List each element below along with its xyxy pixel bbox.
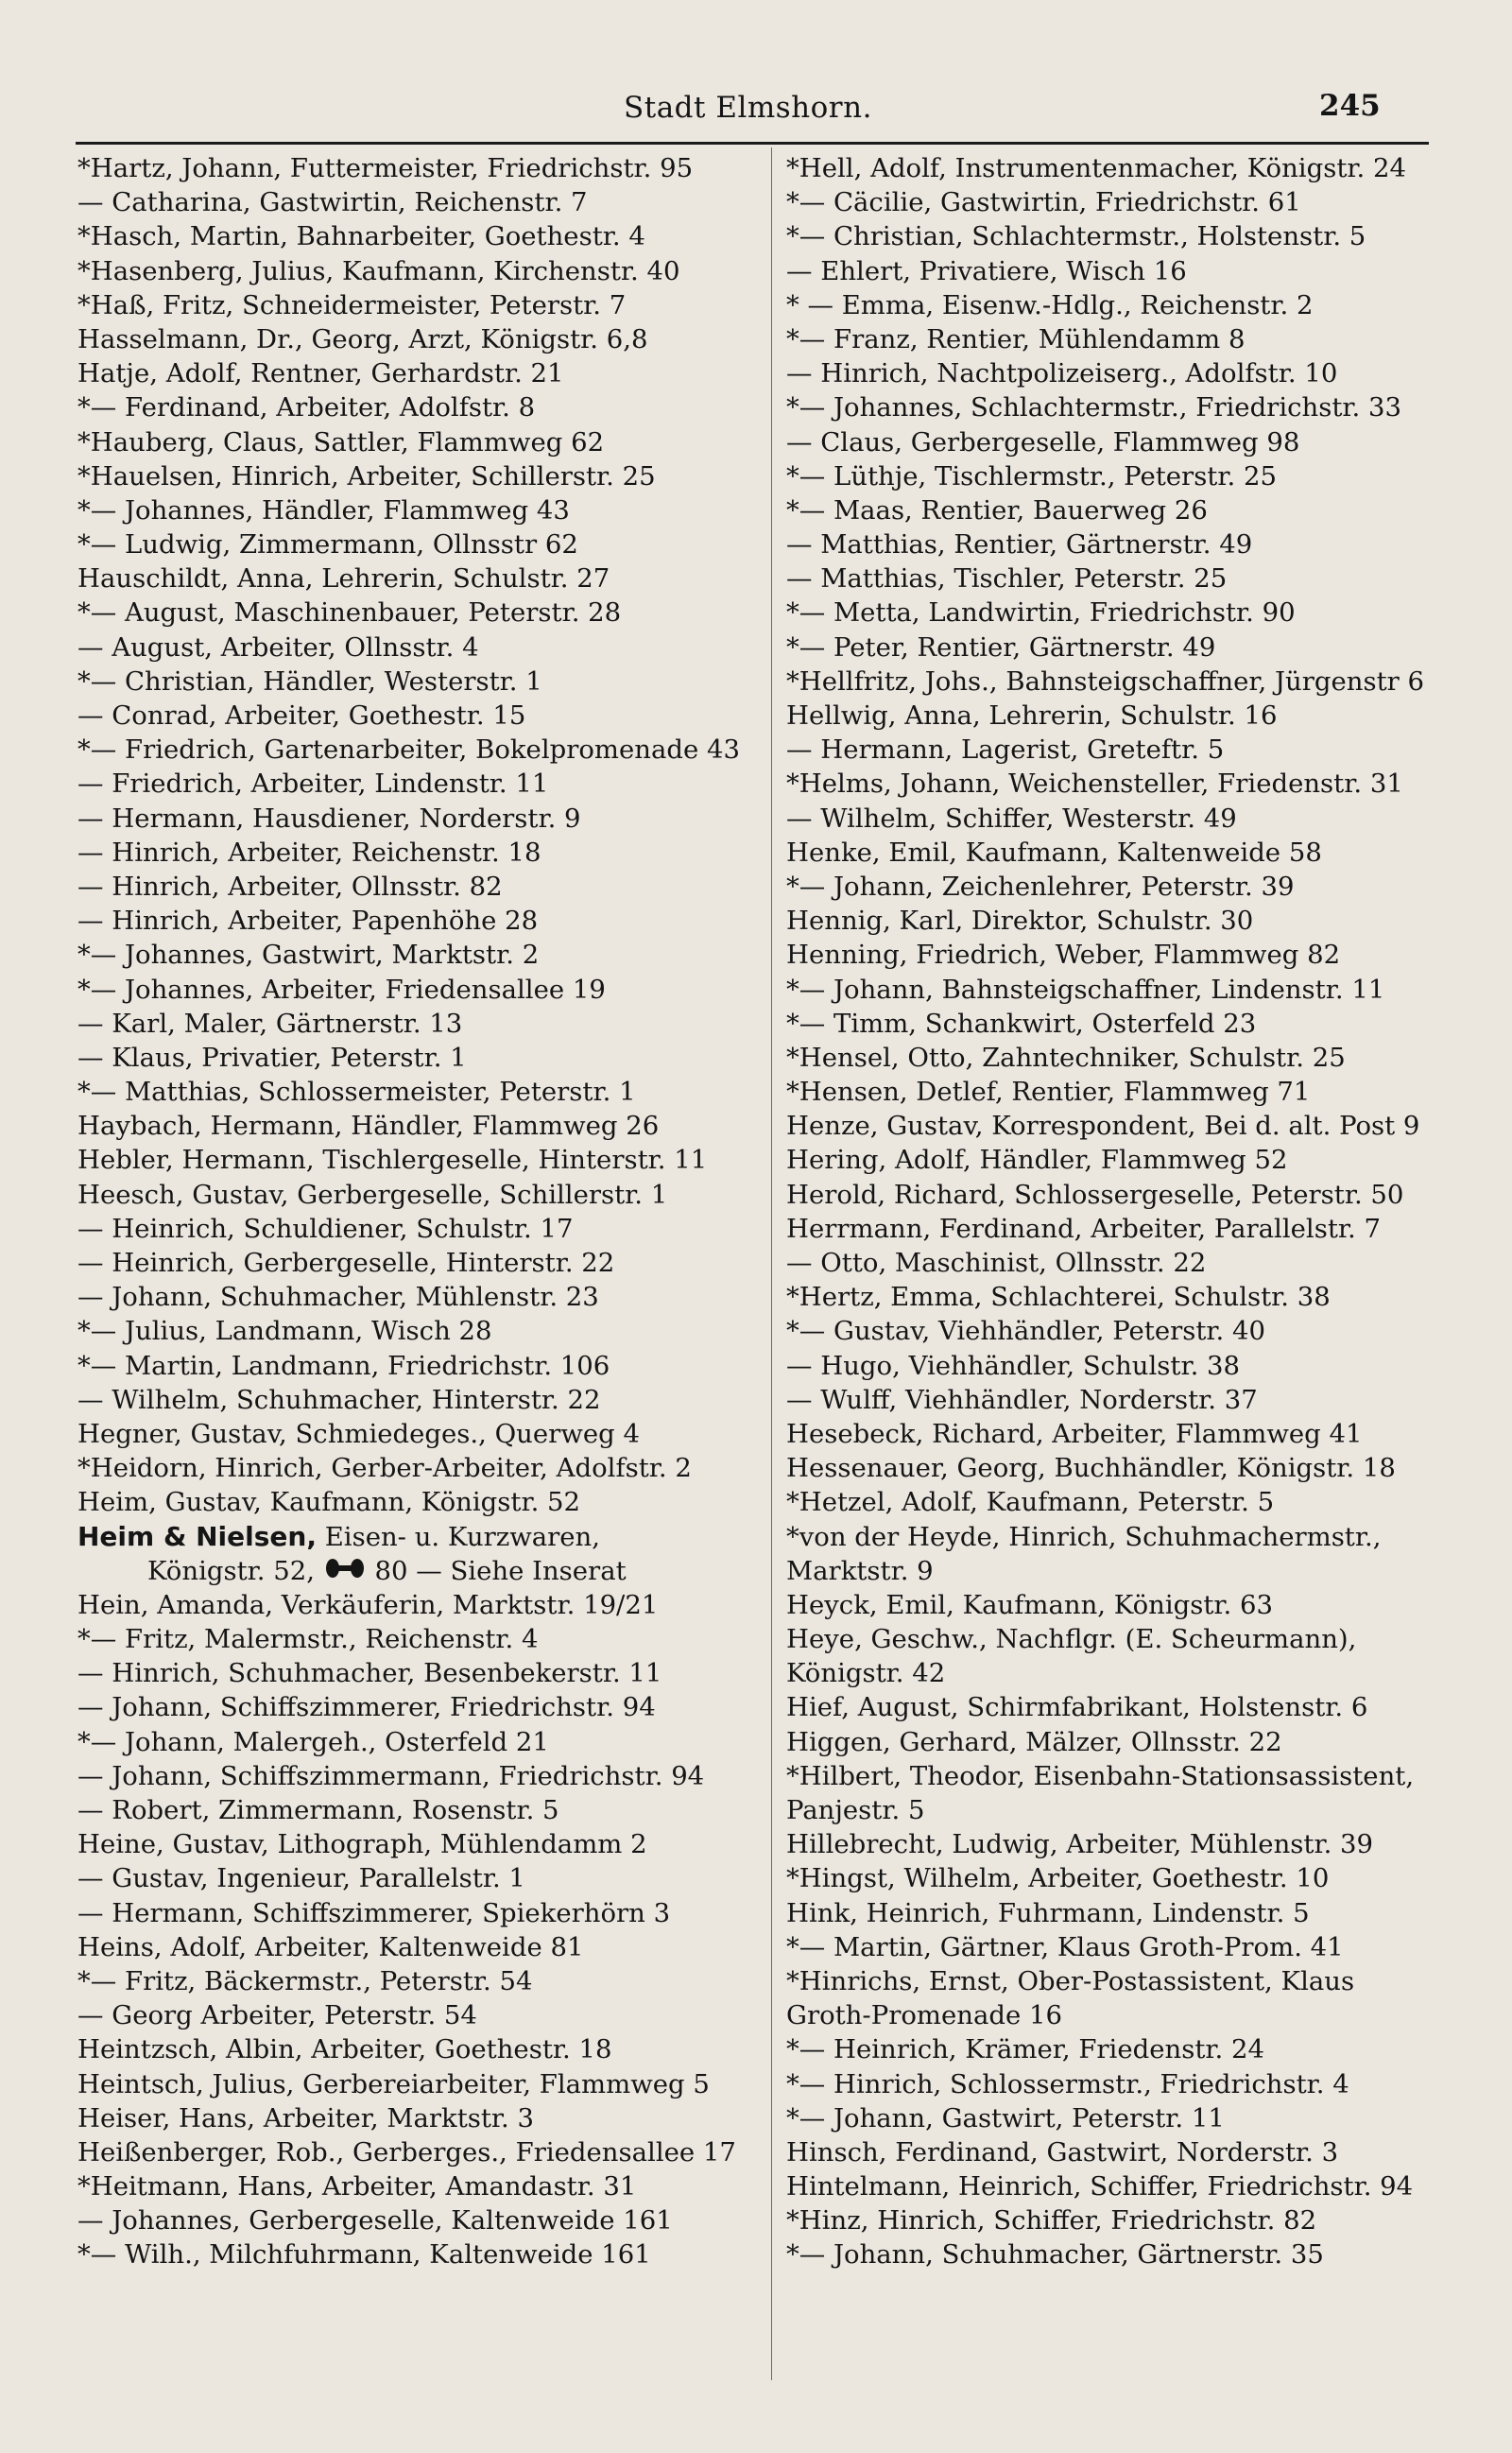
directory-entry: Higgen, Gerhard, Mälzer, Ollnsstr. 22 bbox=[786, 1726, 1282, 1757]
directory-entry: *— Hinrich, Schlossermstr., Friedrichstr. 4 bbox=[786, 2068, 1349, 2099]
directory-entry: Hein, Amanda, Verkäuferin, Marktstr. 19/21 bbox=[77, 1589, 659, 1620]
directory-entry: Hellwig, Anna, Lehrerin, Schulstr. 16 bbox=[786, 700, 1278, 731]
directory-entry: *Hasch, Martin, Bahnarbeiter, Goethestr. 4 bbox=[77, 221, 645, 252]
directory-entry: Groth-Promenade 16 bbox=[786, 2000, 1062, 2031]
directory-entry: * — Emma, Eisenw.-Hdlg., Reichenstr. 2 bbox=[786, 289, 1314, 320]
directory-entry: — Matthias, Rentier, Gärtnerstr. 49 bbox=[786, 529, 1253, 561]
directory-entry: *Heidorn, Hinrich, Gerber-Arbeiter, Adolfstr. 2 bbox=[77, 1453, 692, 1484]
directory-entry: Herold, Richard, Schlossergeselle, Peterstr. 50 bbox=[786, 1179, 1404, 1210]
directory-entry: *— Ferdinand, Arbeiter, Adolfstr. 8 bbox=[77, 392, 536, 423]
directory-entry: — Wulff, Viehhändler, Norderstr. 37 bbox=[786, 1384, 1258, 1415]
directory-entry: — Hinrich, Nachtpolizeiserg., Adolfstr. 10 bbox=[786, 358, 1338, 389]
directory-entry: *von der Heyde, Hinrich, Schuhmachermstr., bbox=[786, 1521, 1382, 1552]
directory-entry: *— Martin, Landmann, Friedrichstr. 106 bbox=[77, 1350, 610, 1381]
directory-entry: *Hauberg, Claus, Sattler, Flammweg 62 bbox=[77, 426, 605, 458]
directory-entry: Hesebeck, Richard, Arbeiter, Flammweg 41 bbox=[786, 1418, 1363, 1449]
right-entries bbox=[786, 151, 1457, 2272]
directory-entry: — Wilhelm, Schiffer, Westerstr. 49 bbox=[786, 803, 1237, 834]
header-rule bbox=[76, 142, 1429, 145]
directory-entry: — Claus, Gerbergeselle, Flammweg 98 bbox=[786, 426, 1300, 458]
directory-entry: *— Johannes, Schlachtermstr., Friedrichstr. 33 bbox=[786, 392, 1402, 423]
telephone-icon bbox=[325, 1555, 365, 1588]
directory-entry: *Hellfritz, Johs., Bahnsteigschaffner, Jürgenstr 6 bbox=[786, 665, 1424, 697]
directory-entry: Heesch, Gustav, Gerbergeselle, Schillerstr. 1 bbox=[77, 1179, 668, 1210]
directory-entry: — Johannes, Gerbergeselle, Kaltenweide 161 bbox=[77, 2205, 673, 2237]
directory-entry: *Hensen, Detlef, Rentier, Flammweg 71 bbox=[786, 1077, 1311, 1108]
directory-entry: *— Maas, Rentier, Bauerweg 26 bbox=[786, 494, 1208, 526]
directory-entry: Marktstr. 9 bbox=[786, 1555, 934, 1586]
directory-entry: *Haß, Fritz, Schneidermeister, Peterstr. 7 bbox=[77, 289, 627, 320]
directory-entry: *— Heinrich, Krämer, Friedenstr. 24 bbox=[786, 2034, 1264, 2065]
directory-entry: *Heitmann, Hans, Arbeiter, Amandastr. 31 bbox=[77, 2171, 637, 2203]
advertisement-address: Königstr. 52, bbox=[147, 1555, 315, 1586]
directory-entry: *— Johannes, Arbeiter, Friedensallee 19 bbox=[77, 974, 606, 1005]
directory-entry: *Hetzel, Adolf, Kaufmann, Peterstr. 5 bbox=[786, 1487, 1275, 1518]
directory-entry: *— Johannes, Gastwirt, Marktstr. 2 bbox=[77, 940, 540, 971]
directory-entry: *Hilbert, Theodor, Eisenbahn-Stationsassistent, bbox=[786, 1760, 1415, 1791]
directory-entry: *— Timm, Schankwirt, Osterfeld 23 bbox=[786, 1008, 1257, 1039]
directory-entry: — Johann, Schuhmacher, Mühlenstr. 23 bbox=[77, 1282, 599, 1313]
directory-entry: *— Fritz, Malermstr., Reichenstr. 4 bbox=[77, 1624, 539, 1655]
directory-entry: Hering, Adolf, Händler, Flammweg 52 bbox=[786, 1145, 1288, 1176]
directory-entry: *— Cäcilie, Gastwirtin, Friedrichstr. 61 bbox=[786, 187, 1301, 218]
directory-entry: *Hasenberg, Julius, Kaufmann, Kirchenstr. 40 bbox=[77, 255, 680, 286]
directory-entry: Heißenberger, Rob., Gerberges., Friedensallee 17 bbox=[77, 2136, 736, 2168]
directory-entry: Heyck, Emil, Kaufmann, Königstr. 63 bbox=[786, 1589, 1274, 1620]
directory-entry: Henze, Gustav, Korrespondent, Bei d. alt. Post 9 bbox=[786, 1111, 1420, 1142]
directory-entry: — Johann, Schiffszimmermann, Friedrichstr. 94 bbox=[77, 1760, 705, 1791]
directory-entry: *— Johann, Schuhmacher, Gärtnerstr. 35 bbox=[786, 2239, 1324, 2271]
directory-entry: *Hartz, Johann, Futtermeister, Friedrichstr. 95 bbox=[77, 153, 694, 183]
directory-entry: — Hugo, Viehhändler, Schulstr. 38 bbox=[786, 1350, 1241, 1381]
directory-entry: *Hertz, Emma, Schlachterei, Schulstr. 38 bbox=[786, 1282, 1331, 1313]
advertisement-text-2: 80 — Siehe Inserat bbox=[374, 1555, 627, 1586]
directory-entry: — Heinrich, Gerbergeselle, Hinterstr. 22 bbox=[77, 1248, 615, 1278]
directory-entry: Hatje, Adolf, Rentner, Gerhardstr. 21 bbox=[77, 358, 564, 389]
directory-entry: — Ehlert, Privatiere, Wisch 16 bbox=[786, 255, 1187, 286]
directory-entry: Hessenauer, Georg, Buchhändler, Königstr. 18 bbox=[786, 1453, 1396, 1484]
left-column bbox=[77, 151, 748, 2272]
directory-entry: Hegner, Gustav, Schmiedeges., Querweg 4 bbox=[77, 1418, 640, 1449]
running-title: Stadt Elmshorn. bbox=[624, 91, 872, 125]
directory-entry: Henke, Emil, Kaufmann, Kaltenweide 58 bbox=[786, 837, 1322, 868]
directory-entry: — Conrad, Arbeiter, Goethestr. 15 bbox=[77, 700, 526, 731]
directory-entry: *— Matthias, Schlossermeister, Peterstr. 1 bbox=[77, 1077, 636, 1108]
directory-entry: Königstr. 42 bbox=[786, 1658, 946, 1689]
directory-entry: *— Christian, Schlachtermstr., Holstenstr. 5 bbox=[786, 221, 1366, 252]
left-entries bbox=[77, 151, 748, 1520]
directory-entry: — Georg Arbeiter, Peterstr. 54 bbox=[77, 2000, 477, 2031]
directory-entry: Heine, Gustav, Lithograph, Mühlendamm 2 bbox=[77, 1829, 647, 1860]
directory-entry: *Hensel, Otto, Zahntechniker, Schulstr. 25 bbox=[786, 1042, 1346, 1073]
directory-entry: Hink, Heinrich, Fuhrmann, Lindenstr. 5 bbox=[786, 1897, 1310, 1928]
directory-entry: — Hermann, Schiffszimmerer, Spiekerhörn 3 bbox=[77, 1897, 671, 1928]
directory-entry: Hennig, Karl, Direktor, Schulstr. 30 bbox=[786, 906, 1254, 937]
directory-entry: Hintelmann, Heinrich, Schiffer, Friedrichstr. 94 bbox=[786, 2171, 1414, 2203]
directory-entry: — August, Arbeiter, Ollnsstr. 4 bbox=[77, 631, 479, 663]
directory-entry: — Otto, Maschinist, Ollnsstr. 22 bbox=[786, 1248, 1207, 1278]
directory-entry: Heintsch, Julius, Gerbereiarbeiter, Flammweg 5 bbox=[77, 2068, 710, 2099]
directory-entry: Heim, Gustav, Kaufmann, Königstr. 52 bbox=[77, 1487, 581, 1518]
directory-entry: *Hinz, Hinrich, Schiffer, Friedrichstr. 82 bbox=[786, 2205, 1317, 2237]
right-column bbox=[786, 151, 1457, 2272]
directory-entry: Heye, Geschw., Nachflgr. (E. Scheurmann), bbox=[786, 1624, 1357, 1655]
directory-entry: *— Johann, Gastwirt, Peterstr. 11 bbox=[786, 2102, 1225, 2133]
directory-entry: *— Gustav, Viehhändler, Peterstr. 40 bbox=[786, 1316, 1266, 1347]
column-divider bbox=[771, 147, 772, 2380]
directory-entry: *Hauelsen, Hinrich, Arbeiter, Schillerstr. 25 bbox=[77, 460, 656, 492]
directory-entry: Haybach, Hermann, Händler, Flammweg 26 bbox=[77, 1111, 660, 1142]
directory-entry: Henning, Friedrich, Weber, Flammweg 82 bbox=[786, 940, 1341, 971]
directory-entry: Heiser, Hans, Arbeiter, Marktstr. 3 bbox=[77, 2102, 535, 2133]
directory-entry: — Hinrich, Schuhmacher, Besenbekerstr. 11 bbox=[77, 1658, 662, 1689]
directory-entry: Hasselmann, Dr., Georg, Arzt, Königstr. 6,8 bbox=[77, 323, 648, 354]
directory-entry: — Hermann, Lagerist, Greteftr. 5 bbox=[786, 734, 1225, 766]
directory-entry: — Hinrich, Arbeiter, Reichenstr. 18 bbox=[77, 837, 541, 868]
directory-entry: — Karl, Maler, Gärtnerstr. 13 bbox=[77, 1008, 463, 1039]
directory-entry: — Friedrich, Arbeiter, Lindenstr. 11 bbox=[77, 769, 549, 800]
directory-entry: — Matthias, Tischler, Peterstr. 25 bbox=[786, 563, 1228, 595]
directory-entry: *— Johann, Malergeh., Osterfeld 21 bbox=[77, 1726, 549, 1757]
directory-entry: *— Lüthje, Tischlermstr., Peterstr. 25 bbox=[786, 460, 1277, 492]
directory-entry: Hief, August, Schirmfabrikant, Holstenstr. 6 bbox=[786, 1692, 1368, 1723]
directory-entry: *— Johann, Zeichenlehrer, Peterstr. 39 bbox=[786, 871, 1295, 902]
directory-entry: *— Julius, Landmann, Wisch 28 bbox=[77, 1316, 492, 1347]
directory-entry: — Robert, Zimmermann, Rosenstr. 5 bbox=[77, 1795, 559, 1825]
directory-entry: *— Peter, Rentier, Gärtnerstr. 49 bbox=[786, 631, 1216, 663]
directory-entry: — Wilhelm, Schuhmacher, Hinterstr. 22 bbox=[77, 1384, 601, 1415]
directory-entry: *— Friedrich, Gartenarbeiter, Bokelpromenade 43 bbox=[77, 734, 740, 766]
directory-entry: *— Franz, Rentier, Mühlendamm 8 bbox=[786, 323, 1246, 354]
directory-entry: Panjestr. 5 bbox=[786, 1795, 925, 1825]
directory-entry: Heintzsch, Albin, Arbeiter, Goethestr. 18 bbox=[77, 2034, 612, 2065]
directory-entry: *Hell, Adolf, Instrumentenmacher, Königstr. 24 bbox=[786, 153, 1406, 183]
directory-entry: Herrmann, Ferdinand, Arbeiter, Parallelstr. 7 bbox=[786, 1213, 1381, 1244]
directory-entry: — Heinrich, Schuldiener, Schulstr. 17 bbox=[77, 1213, 574, 1244]
directory-entry: Hebler, Hermann, Tischlergeselle, Hinterstr. 11 bbox=[77, 1145, 708, 1176]
page-number: 245 bbox=[1319, 89, 1381, 123]
directory-entry: *Helms, Johann, Weichensteller, Friedenstr. 31 bbox=[786, 769, 1403, 800]
directory-entry: — Hinrich, Arbeiter, Papenhöhe 28 bbox=[77, 906, 539, 937]
directory-entry: *— Martin, Gärtner, Klaus Groth-Prom. 41 bbox=[786, 1931, 1344, 1962]
advertisement-line-2 bbox=[77, 1554, 748, 1588]
directory-entry: — Johann, Schiffszimmerer, Friedrichstr. 94 bbox=[77, 1692, 656, 1723]
directory-entry: *— Johann, Bahnsteigschaffner, Lindenstr. 11 bbox=[786, 974, 1385, 1005]
directory-entry: *— August, Maschinenbauer, Peterstr. 28 bbox=[77, 597, 622, 629]
directory-entry: *Hinrichs, Ernst, Ober-Postassistent, Klaus bbox=[786, 1965, 1355, 1996]
advertisement-text-1: Eisen- u. Kurzwaren, bbox=[324, 1521, 601, 1552]
directory-entry: — Klaus, Privatier, Peterstr. 1 bbox=[77, 1042, 467, 1073]
directory-entry: *— Fritz, Bäckermstr., Peterstr. 54 bbox=[77, 1965, 533, 1996]
directory-entry: — Gustav, Ingenieur, Parallelstr. 1 bbox=[77, 1863, 525, 1894]
directory-entry: *— Ludwig, Zimmermann, Ollnsstr 62 bbox=[77, 529, 578, 561]
directory-entry: Hauschildt, Anna, Lehrerin, Schulstr. 27 bbox=[77, 563, 610, 595]
directory-entry: *— Metta, Landwirtin, Friedrichstr. 90 bbox=[786, 597, 1296, 629]
left-entries-continued bbox=[77, 1588, 748, 2272]
directory-entry: *— Wilh., Milchfuhrmann, Kaltenweide 161 bbox=[77, 2239, 651, 2271]
directory-entry: Heins, Adolf, Arbeiter, Kaltenweide 81 bbox=[77, 1931, 584, 1962]
advertisement-firm: Heim & Nielsen, bbox=[77, 1520, 317, 1552]
advertisement-line-1 bbox=[77, 1520, 748, 1554]
directory-entry: — Catharina, Gastwirtin, Reichenstr. 7 bbox=[77, 187, 588, 218]
directory-entry: — Hermann, Hausdiener, Norderstr. 9 bbox=[77, 803, 581, 834]
directory-entry: Hillebrecht, Ludwig, Arbeiter, Mühlenstr. 39 bbox=[786, 1829, 1374, 1860]
directory-entry: *— Christian, Händler, Westerstr. 1 bbox=[77, 665, 542, 697]
directory-entry: — Hinrich, Arbeiter, Ollnsstr. 82 bbox=[77, 871, 503, 902]
directory-entry: *— Johannes, Händler, Flammweg 43 bbox=[77, 494, 570, 526]
directory-entry: Hinsch, Ferdinand, Gastwirt, Norderstr. 3 bbox=[786, 2136, 1339, 2168]
directory-entry: *Hingst, Wilhelm, Arbeiter, Goethestr. 10 bbox=[786, 1863, 1330, 1894]
